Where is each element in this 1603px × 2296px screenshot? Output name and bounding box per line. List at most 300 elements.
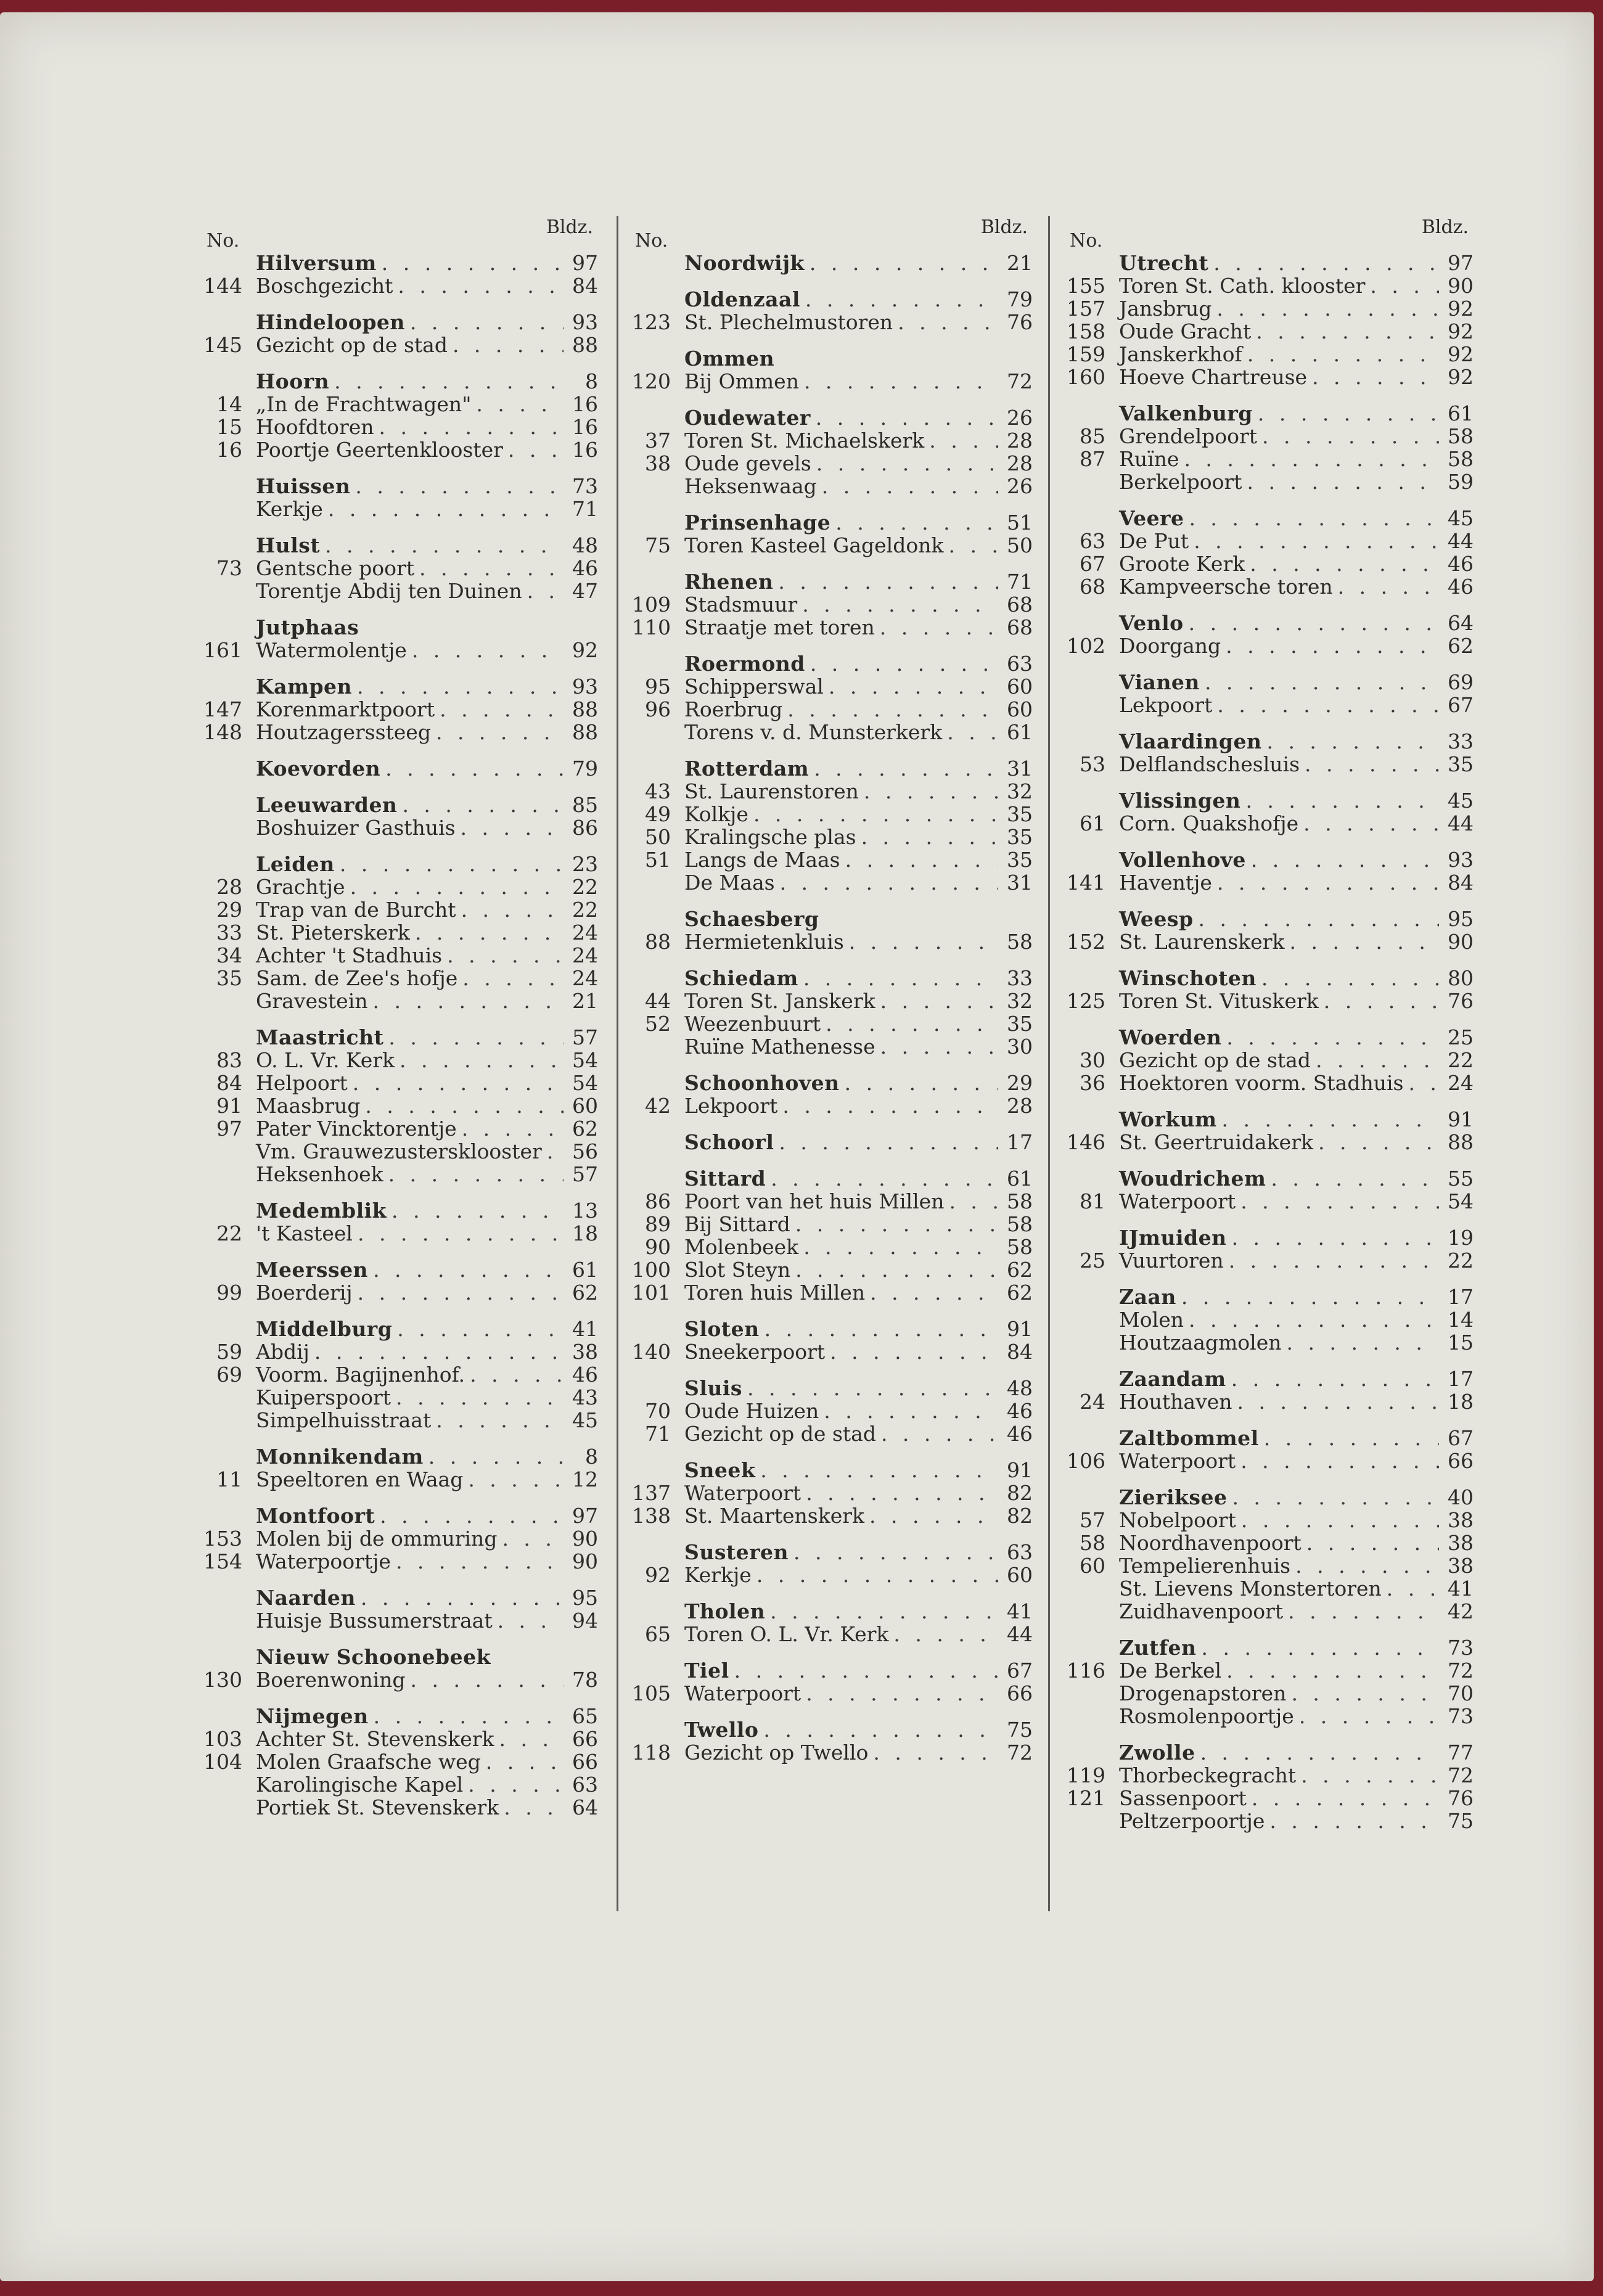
page-number: 14 <box>1448 1308 1474 1332</box>
place-name: Tiel <box>684 1658 729 1683</box>
entry-number: 50 <box>645 825 671 849</box>
page-number: 63 <box>1007 652 1033 676</box>
place-name: Winschoten <box>1119 966 1257 990</box>
leader-dots <box>377 252 564 274</box>
entry-number: 11 <box>216 1467 242 1491</box>
page-number: 91 <box>1007 1317 1033 1341</box>
index-entry <box>1060 1509 1474 1531</box>
index-entry <box>626 871 1033 894</box>
leader-dots <box>1266 1167 1439 1190</box>
leader-dots <box>830 511 998 534</box>
place-heading <box>626 1131 1033 1154</box>
index-entry <box>197 1140 598 1163</box>
entry-name: St. Maartenskerk <box>684 1504 865 1528</box>
index-entry <box>626 1400 1033 1422</box>
place-heading <box>1060 730 1474 753</box>
page-number: 73 <box>1448 1704 1474 1728</box>
entry-name: Groote Kerk <box>1119 552 1245 576</box>
place-heading <box>1060 612 1474 634</box>
page-number: 67 <box>1448 1426 1474 1450</box>
index-entry <box>626 1190 1033 1213</box>
index-entry <box>1060 1810 1474 1832</box>
index-entry <box>626 1741 1033 1764</box>
entry-number: 89 <box>645 1212 671 1236</box>
place-name: Jutphaas <box>256 615 359 639</box>
leader-dots <box>1208 252 1439 274</box>
leader-dots <box>1197 1636 1439 1659</box>
entry-name: Janskerkhof <box>1119 342 1242 366</box>
page-number: 73 <box>1448 1636 1474 1660</box>
entry-number: 144 <box>203 274 242 298</box>
page-number: 61 <box>1007 720 1033 744</box>
place-heading <box>626 252 1033 274</box>
place-name: Tholen <box>684 1599 766 1623</box>
entry-name: Toren St. Michaelskerk <box>684 428 925 453</box>
place-group <box>1060 507 1474 598</box>
page-number: 97 <box>1448 251 1474 275</box>
entry-number: 103 <box>203 1727 242 1751</box>
page-number: 88 <box>572 697 598 721</box>
entry-name: Boerderij <box>256 1281 353 1305</box>
index-entry <box>626 803 1033 826</box>
page-number: 84 <box>1007 1340 1033 1364</box>
leader-dots <box>348 1072 564 1094</box>
place-heading <box>197 1586 598 1609</box>
entry-name: St. Pieterskerk <box>256 920 410 945</box>
page-number: 59 <box>1448 470 1474 494</box>
entry-number: 160 <box>1067 365 1105 389</box>
place-name: Zieriksee <box>1119 1485 1228 1509</box>
page-number: 78 <box>572 1668 598 1692</box>
entry-number: 57 <box>1080 1508 1105 1532</box>
place-group <box>197 1705 598 1819</box>
page-number: 22 <box>1448 1048 1474 1072</box>
leader-dots <box>1311 1049 1439 1072</box>
leader-dots <box>448 334 564 356</box>
entry-number: 63 <box>1080 529 1105 553</box>
index-entry <box>197 557 598 580</box>
leader-dots <box>840 848 998 871</box>
entry-name: Nobelpoort <box>1119 1508 1236 1532</box>
place-heading <box>197 475 598 498</box>
entry-name: Simpelhuisstraat <box>256 1408 432 1432</box>
leader-dots <box>1286 1682 1439 1705</box>
page-number: 86 <box>572 816 598 840</box>
index-entry <box>197 944 598 967</box>
leader-dots <box>875 1035 998 1058</box>
page-number: 61 <box>1007 1166 1033 1191</box>
leader-dots <box>944 1190 998 1213</box>
leader-dots <box>1298 812 1439 835</box>
entry-name: Karolingische Kapel <box>256 1773 464 1797</box>
entry-number: 125 <box>1067 989 1105 1013</box>
entry-name: „In de Frachtwagen" <box>256 392 472 416</box>
index-entry <box>1060 1390 1474 1413</box>
entry-name: Kampveersche toren <box>1119 575 1333 599</box>
leader-dots <box>1236 1449 1439 1472</box>
entry-name: Achter St. Stevenskerk <box>256 1727 494 1751</box>
page-number: 44 <box>1448 529 1474 553</box>
entry-name: Toren St. Janskerk <box>684 989 875 1013</box>
page-number: 75 <box>1007 1718 1033 1742</box>
place-heading <box>197 1445 598 1468</box>
place-heading <box>197 1318 598 1340</box>
page-number: 33 <box>1007 966 1033 990</box>
place-group <box>1060 1226 1474 1272</box>
page-number: 33 <box>1448 729 1474 753</box>
page-number: 12 <box>572 1467 598 1491</box>
leader-dots <box>1265 1810 1439 1832</box>
place-name: Zaandam <box>1119 1367 1226 1391</box>
index-entry <box>197 274 598 297</box>
leader-dots <box>798 1236 998 1258</box>
leader-dots <box>805 252 998 274</box>
index-entry <box>1060 425 1474 448</box>
leader-dots <box>864 1504 998 1527</box>
entry-name: Bij Ommen <box>684 369 799 393</box>
entry-number: 60 <box>1080 1554 1105 1578</box>
place-heading <box>197 853 598 875</box>
entry-name: Vuurtoren <box>1119 1248 1224 1273</box>
place-heading <box>197 675 598 698</box>
page-number: 17 <box>1448 1367 1474 1391</box>
page-number: 95 <box>572 1586 598 1610</box>
leader-dots <box>1212 871 1439 894</box>
entry-name: Molen bij de ommuring <box>256 1527 498 1551</box>
entry-name: St. Lievens Monstertoren <box>1119 1576 1382 1601</box>
place-heading <box>626 1659 1033 1682</box>
place-group <box>1060 1741 1474 1832</box>
place-name: Workum <box>1119 1107 1217 1131</box>
entry-name: Voorm. Bagijnenhof. <box>256 1363 465 1387</box>
index-entry <box>1060 575 1474 598</box>
index-column-3 <box>1060 216 1474 1846</box>
page-number: 72 <box>1448 1763 1474 1787</box>
leader-dots <box>431 1409 564 1432</box>
page-number: 65 <box>572 1704 598 1728</box>
entry-name: Stadsmuur <box>684 592 798 617</box>
leader-dots <box>393 274 564 297</box>
index-entry <box>197 334 598 356</box>
page-number: 58 <box>1007 930 1033 954</box>
entry-number: 153 <box>203 1527 242 1551</box>
entry-number: 87 <box>1080 447 1105 471</box>
page-number: 97 <box>572 251 598 275</box>
page-number: 67 <box>1007 1658 1033 1683</box>
entry-number: 42 <box>645 1094 671 1118</box>
page-number: 38 <box>1448 1508 1474 1532</box>
entry-number: 116 <box>1067 1658 1105 1683</box>
place-name: Maastricht <box>256 1025 384 1049</box>
page-number: 24 <box>572 966 598 990</box>
place-group <box>1060 1108 1474 1154</box>
page-number: 62 <box>1448 634 1474 658</box>
entry-name: Hermietenkluis <box>684 930 844 954</box>
place-heading <box>1060 908 1474 930</box>
entry-number: 95 <box>645 674 671 699</box>
entry-number: 35 <box>216 966 242 990</box>
place-group <box>1060 1486 1474 1623</box>
page-number: 46 <box>572 1363 598 1387</box>
place-heading <box>1060 789 1474 812</box>
entry-number: 85 <box>1080 424 1105 448</box>
page-number: 60 <box>572 1094 598 1118</box>
page-number: 28 <box>1007 428 1033 453</box>
leader-dots <box>893 311 998 334</box>
leader-dots <box>1221 1026 1439 1049</box>
index-entry <box>1060 366 1474 388</box>
entry-number: 147 <box>203 697 242 721</box>
place-group <box>626 1659 1033 1705</box>
index-entry <box>626 1504 1033 1527</box>
index-entry <box>626 475 1033 498</box>
place-group <box>626 406 1033 498</box>
leader-dots <box>499 1796 564 1819</box>
page-number: 55 <box>1448 1166 1474 1191</box>
place-name: Schaesberg <box>684 907 819 931</box>
place-name: Ommen <box>684 346 775 371</box>
page-number: 58 <box>1448 424 1474 448</box>
entry-name: Lekpoort <box>684 1094 778 1118</box>
book-page <box>0 12 1594 2281</box>
index-entry <box>626 780 1033 803</box>
index-entry <box>626 616 1033 639</box>
index-entry <box>197 1340 598 1363</box>
place-group <box>626 1541 1033 1586</box>
place-name: Roermond <box>684 652 805 676</box>
place-name: Hoorn <box>256 369 330 393</box>
entry-number: 73 <box>216 556 242 580</box>
entry-name: Thorbeckegracht <box>1119 1763 1297 1787</box>
page-number: 24 <box>572 920 598 945</box>
page-number: 66 <box>572 1727 598 1751</box>
entry-name: St. Laurenstoren <box>684 779 859 803</box>
leader-dots <box>875 990 998 1012</box>
entry-name: Molenbeek <box>684 1235 799 1259</box>
place-heading <box>197 252 598 274</box>
page-number: 13 <box>572 1199 598 1223</box>
place-group <box>626 908 1033 953</box>
place-heading <box>626 1072 1033 1094</box>
place-heading <box>197 757 598 780</box>
leader-dots <box>1224 1249 1439 1272</box>
index-entry <box>626 1236 1033 1258</box>
page-number: 82 <box>1007 1481 1033 1505</box>
page-number: 60 <box>1007 697 1033 721</box>
index-entry <box>1060 1308 1474 1331</box>
entry-number: 28 <box>216 875 242 899</box>
place-group <box>626 1131 1033 1154</box>
leader-dots <box>1227 1486 1439 1509</box>
page-number: 32 <box>1007 779 1033 803</box>
leader-dots <box>1195 1741 1439 1764</box>
index-entry <box>626 1281 1033 1304</box>
page-number: 66 <box>572 1750 598 1774</box>
page-number: 92 <box>1448 342 1474 366</box>
page-number: 16 <box>572 392 598 416</box>
index-entry <box>1060 990 1474 1012</box>
place-group <box>626 252 1033 274</box>
index-entry <box>626 1482 1033 1504</box>
page-number: 46 <box>1448 552 1474 576</box>
entry-name: Watermolentje <box>256 638 407 662</box>
leader-dots <box>392 1318 564 1340</box>
entry-name: Toren huis Millen <box>684 1281 866 1305</box>
leader-dots <box>821 1012 998 1035</box>
index-entry <box>197 1117 598 1140</box>
page-number: 91 <box>1448 1107 1474 1131</box>
place-heading <box>626 908 1033 930</box>
entry-name: Kerkje <box>684 1563 752 1587</box>
index-entry <box>626 1258 1033 1281</box>
entry-number: 49 <box>645 802 671 826</box>
leader-dots <box>391 1386 564 1409</box>
place-heading <box>197 1646 598 1668</box>
leader-dots <box>1184 1308 1439 1331</box>
page-number: 17 <box>1007 1130 1033 1154</box>
index-entry <box>197 1728 598 1750</box>
leader-dots <box>729 1659 998 1682</box>
page-number: 46 <box>1448 575 1474 599</box>
page-number: 85 <box>572 793 598 817</box>
place-heading <box>1060 848 1474 871</box>
place-heading <box>626 1718 1033 1741</box>
index-entry <box>197 721 598 744</box>
place-group <box>1060 1427 1474 1472</box>
page-number: 92 <box>572 638 598 662</box>
place-heading <box>626 347 1033 370</box>
entry-number: 92 <box>645 1563 671 1587</box>
place-name: Susteren <box>684 1540 789 1564</box>
leader-dots <box>1242 470 1439 493</box>
entry-name: Torens v. d. Munsterkerk <box>684 720 943 744</box>
place-heading <box>1060 671 1474 694</box>
leader-dots <box>798 967 998 990</box>
place-name: Vianen <box>1119 670 1200 694</box>
leader-dots <box>456 898 564 921</box>
index-entry <box>626 675 1033 698</box>
entry-number: 44 <box>645 989 671 1013</box>
page-number: 35 <box>1007 848 1033 872</box>
page-number: 95 <box>1448 907 1474 931</box>
entry-name: Kerkje <box>256 497 323 521</box>
index-entry <box>197 1072 598 1094</box>
place-heading <box>197 1705 598 1728</box>
place-heading <box>626 652 1033 675</box>
column-divider <box>617 216 618 1911</box>
place-name: Zaan <box>1119 1285 1176 1309</box>
place-heading <box>197 1026 598 1049</box>
leader-dots <box>1302 1531 1439 1554</box>
entry-name: Poort van het huis Millen <box>684 1189 945 1213</box>
place-name: Hilversum <box>256 251 377 275</box>
place-name: Woerden <box>1119 1025 1222 1049</box>
entry-name: Oude Huizen <box>684 1399 819 1423</box>
entry-name: Pater Vincktorentje <box>256 1117 457 1141</box>
page-number: 21 <box>1007 251 1033 275</box>
place-name: Schiedam <box>684 966 798 990</box>
entry-number: 29 <box>216 898 242 922</box>
place-group <box>626 347 1033 393</box>
leader-dots <box>875 616 998 639</box>
place-name: Zaltbommel <box>1119 1426 1259 1450</box>
entry-name: Boshuizer Gasthuis <box>256 816 456 840</box>
place-group <box>197 252 598 297</box>
leader-dots <box>410 921 564 944</box>
page-number: 25 <box>1448 1025 1474 1049</box>
page-number: 41 <box>1448 1576 1474 1601</box>
page-number: 24 <box>1448 1071 1474 1095</box>
place-name: Utrecht <box>1119 251 1209 275</box>
leader-dots <box>800 288 998 311</box>
index-entry <box>1060 634 1474 657</box>
index-entry <box>197 639 598 662</box>
place-name: Valkenburg <box>1119 401 1253 425</box>
entry-name: Gezicht op Twello <box>684 1740 869 1765</box>
place-group <box>197 793 598 839</box>
index-entry <box>1060 1049 1474 1072</box>
index-entry <box>1060 930 1474 953</box>
place-name: Vlissingen <box>1119 789 1241 813</box>
index-entry <box>626 1564 1033 1586</box>
leader-dots <box>1251 320 1439 343</box>
page-number: 30 <box>1007 1035 1033 1059</box>
leader-dots <box>840 1072 998 1094</box>
entry-number: 53 <box>1080 752 1105 776</box>
index-entry <box>1060 1331 1474 1354</box>
entry-name: De Maas <box>684 871 775 895</box>
entry-number: 59 <box>216 1340 242 1364</box>
page-number: 79 <box>572 756 598 781</box>
leader-dots <box>407 639 564 662</box>
index-entry <box>1060 1131 1474 1154</box>
place-heading <box>1060 1486 1474 1509</box>
leader-dots <box>345 875 564 898</box>
entry-name: Slot Steyn <box>684 1258 791 1282</box>
entry-number: 146 <box>1067 1130 1105 1154</box>
no-header: No. <box>207 230 240 252</box>
place-name: Weesp <box>1119 907 1194 931</box>
index-entry <box>626 1213 1033 1236</box>
entry-name: Molen <box>1119 1308 1184 1332</box>
leader-dots <box>811 406 998 429</box>
place-heading <box>197 311 598 334</box>
entry-name: Trap van de Burcht <box>256 898 456 922</box>
place-name: Montfoort <box>256 1504 375 1528</box>
page-number: 91 <box>1007 1458 1033 1482</box>
entry-number: 96 <box>645 697 671 721</box>
place-name: Sneek <box>684 1458 756 1482</box>
leader-dots <box>481 1750 564 1773</box>
leader-dots <box>765 1600 998 1623</box>
leader-dots <box>1179 448 1439 470</box>
page-number: 92 <box>1448 365 1474 389</box>
leader-dots <box>335 853 564 875</box>
page-number: 58 <box>1448 447 1474 471</box>
page-number: 15 <box>1448 1330 1474 1355</box>
entry-number: 90 <box>645 1235 671 1259</box>
place-name: Leeuwarden <box>256 793 398 817</box>
place-name: Prinsenhage <box>684 510 831 535</box>
page-number: 54 <box>572 1048 598 1072</box>
entry-name: Waterpoort <box>1119 1449 1236 1473</box>
leader-dots <box>888 1623 998 1646</box>
page-number: 62 <box>572 1281 598 1305</box>
page-number: 54 <box>572 1071 598 1095</box>
column-entries <box>626 252 1033 1764</box>
index-entry <box>1060 1682 1474 1705</box>
page-number: 57 <box>572 1162 598 1186</box>
